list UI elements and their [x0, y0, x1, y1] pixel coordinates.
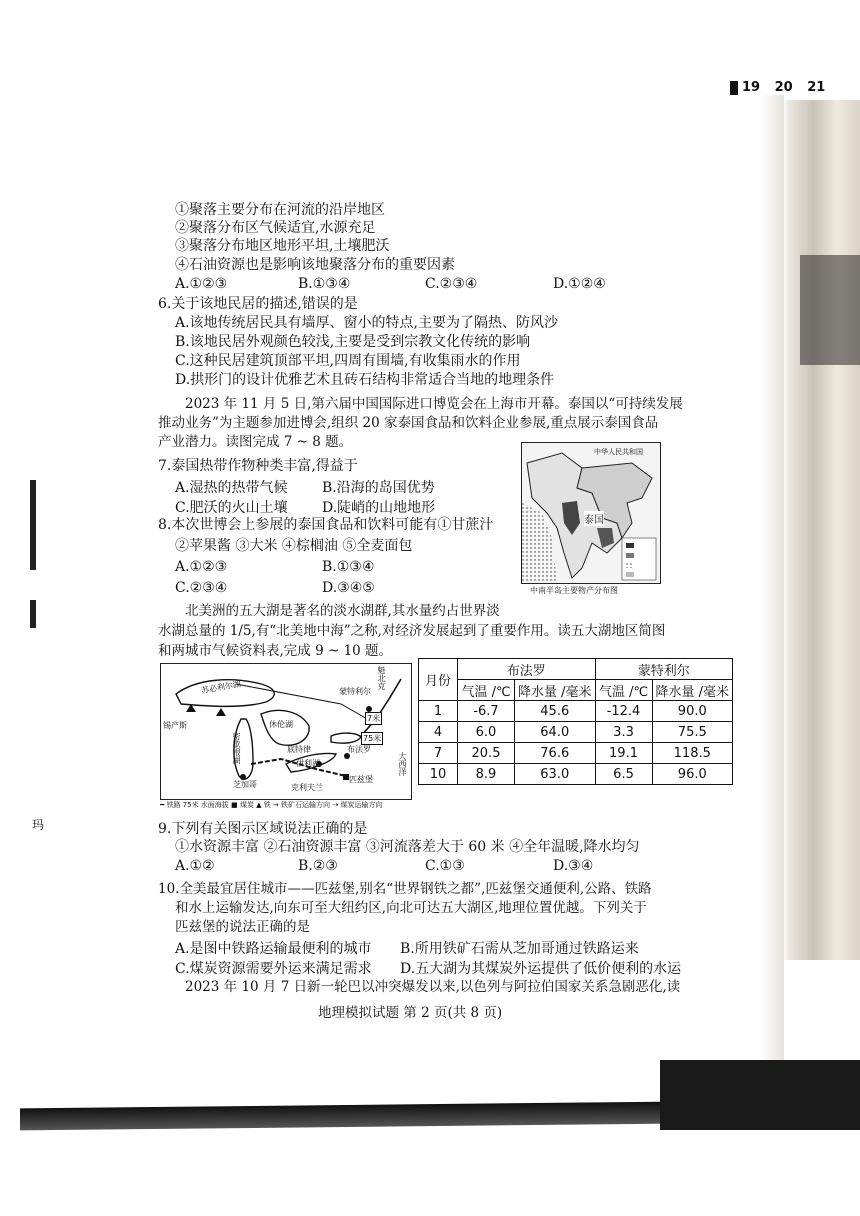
- page-number-strip: [730, 80, 825, 95]
- dark-tab-mark: [730, 81, 738, 95]
- page-num-19: 19: [742, 80, 761, 95]
- q10-stem-line-3: 匹兹堡的说法正确的是: [175, 919, 310, 935]
- q8-option-a[interactable]: A.①②③: [175, 559, 228, 575]
- map2-label-chicago: 芝加哥: [233, 780, 257, 789]
- cell-value: 8.9: [458, 764, 515, 785]
- map2-label-atlantic: 大西洋: [398, 752, 407, 776]
- map1-caption: 中南半岛主要物产分布图: [530, 586, 618, 595]
- q5-option-c[interactable]: C.②③④: [425, 276, 478, 292]
- map2-label-cleveland: 克利夫兰: [291, 783, 323, 792]
- q8-option-b[interactable]: B.①③④: [322, 559, 375, 575]
- cell-value: 19.1: [595, 743, 652, 764]
- cell-month: 1: [419, 701, 458, 722]
- iron-mine-2: [216, 708, 226, 716]
- q10-option-b[interactable]: B.所用铁矿石需从芝加哥通过铁路运来: [400, 941, 639, 957]
- q7-option-b[interactable]: B.沿海的岛国优势: [322, 480, 435, 496]
- map2-label-montreal: 蒙特利尔: [339, 687, 371, 696]
- subheader-precip-1: 降水量 /毫米: [515, 680, 596, 701]
- map1-china-label: 中华人民共和国: [594, 448, 643, 456]
- q9-option-c[interactable]: C.①③: [425, 858, 465, 874]
- intro-next: 2023 年 10 月 7 日新一轮巴以冲突爆发以来,以色列与阿拉伯国家关系急剧恶化,读: [185, 979, 681, 995]
- q10-stem-line-2: 和水上运输发达,向东可至大纽约区,向北可达五大湖区,地理位置优越。下列关于: [175, 900, 647, 916]
- cell-value: 20.5: [458, 743, 515, 764]
- map2-label-erie: 伊利湖: [296, 759, 320, 768]
- cell-value: -6.7: [458, 701, 515, 722]
- map2-label-huron: 休伦湖: [269, 720, 293, 729]
- intro-9-10-line-3: 和两城市气候资料表,完成 9 ~ 10 题。: [158, 643, 393, 659]
- left-edge-marks: [30, 480, 36, 570]
- q9-option-b[interactable]: B.②③: [298, 858, 338, 874]
- q5-option-a[interactable]: A.①②③: [175, 276, 228, 292]
- map2-label-buffalo: 布法罗: [347, 745, 371, 754]
- intro-9-10-line-1: 北美洲的五大湖是著名的淡水湖群,其水量约占世界淡: [185, 603, 500, 619]
- margin-mark: 玛: [32, 818, 45, 832]
- cell-month: 10: [419, 764, 458, 785]
- cell-value: 75.5: [652, 722, 733, 743]
- indochina-map: [521, 442, 661, 584]
- q9-items: ①水资源丰富 ②石油资源丰富 ③河流落差大于 60 米 ④全年温暖,降水均匀: [175, 839, 640, 855]
- folded-page-edge: [782, 100, 860, 960]
- intro-7-8-line-3: 产业潜力。读图完成 7 ~ 8 题。: [158, 434, 353, 450]
- intro-7-8-line-1: 2023 年 11 月 5 日,第六届中国国际进口博览会在上海市开幕。泰国以“可持续发展: [185, 396, 683, 412]
- great-lakes-map: [160, 663, 412, 800]
- bottom-right-shadow: [660, 1060, 860, 1130]
- map2-label-superior: 苏必利尔湖: [200, 679, 242, 696]
- q5-item-1: ①聚落主要分布在河流的沿岸地区: [175, 202, 385, 218]
- map2-label-michigan: 密歇根湖: [232, 732, 241, 764]
- map2-label-city1: 锡产斯: [163, 721, 187, 730]
- cell-value: 3.3: [595, 722, 652, 743]
- q6-option-b[interactable]: B.该地民居外观颜色较浅,主要是受到宗教文化传统的影响: [175, 334, 531, 350]
- table-row: [419, 722, 733, 743]
- q9-option-d[interactable]: D.③④: [553, 858, 594, 874]
- q6-stem: 6.关于该地民居的描述,错误的是: [158, 296, 358, 312]
- page-footer: 地理模拟试题 第 2 页(共 8 页): [318, 1005, 503, 1021]
- q10-option-d[interactable]: D.五大湖为其煤炭外运提供了低价便利的水运: [400, 961, 682, 977]
- q7-option-a[interactable]: A.湿热的热带气候: [175, 480, 288, 496]
- month-header: 月份: [419, 659, 458, 701]
- cell-value: 96.0: [652, 764, 733, 785]
- intro-7-8-line-2: 推动业务”为主题参加进博会,组织 20 家泰国食品和饮料企业参展,重点展示泰国食品: [158, 415, 659, 431]
- q8-items: ②苹果酱 ③大米 ④棕榈油 ⑤全麦面包: [175, 538, 413, 554]
- table-row: [419, 743, 733, 764]
- subheader-temp-2: 气温 /℃: [595, 680, 652, 701]
- q8-option-d[interactable]: D.③④⑤: [322, 580, 375, 596]
- q5-item-4: ④石油资源也是影响该地聚落分布的重要因素: [175, 257, 455, 273]
- map1-thailand-label: 泰国: [584, 511, 604, 526]
- cell-value: 6.5: [595, 764, 652, 785]
- subheader-temp-1: 气温 /℃: [458, 680, 515, 701]
- table-row: [419, 764, 733, 785]
- map2-label-detroit: 底特律: [287, 745, 311, 754]
- cell-value: 90.0: [652, 701, 733, 722]
- intro-9-10-line-2: 水湖总量的 1/5,有“北美地中海”之称,对经济发展起到了重要作用。读五大湖地区简图: [158, 623, 666, 639]
- q9-stem: 9.下列有关图示区域说法正确的是: [158, 821, 368, 837]
- map2-label-pittsburgh: 匹兹堡: [349, 775, 373, 784]
- cell-month: 4: [419, 722, 458, 743]
- cell-value: 6.0: [458, 722, 515, 743]
- subheader-precip-2: 降水量 /毫米: [652, 680, 733, 701]
- left-edge-dash: [30, 600, 36, 628]
- city-montreal-header: 蒙特利尔: [595, 659, 733, 680]
- page-num-20: 20: [774, 80, 793, 95]
- q10-stem-line-1: 10.全美最宜居住城市——匹兹堡,别名“世界钢铁之都”,匹兹堡交通便利,公路、铁路: [158, 881, 652, 897]
- map2-label-quebec: 魁北克: [377, 666, 386, 690]
- q8-option-c[interactable]: C.②③④: [175, 580, 228, 596]
- q10-option-c[interactable]: C.煤炭资源需要外运来满足需求: [175, 961, 372, 977]
- q6-option-a[interactable]: A.该地传统居民具有墙厚、窗小的特点,主要为了隔热、防风沙: [175, 315, 559, 331]
- cell-value: -12.4: [595, 701, 652, 722]
- bottom-shadow-stripe: [20, 1102, 670, 1131]
- page-num-21: 21: [807, 80, 826, 95]
- q10-option-a[interactable]: A.是图中铁路运输最便利的城市: [175, 941, 372, 957]
- edge-dark-mark: [800, 255, 860, 365]
- table-row: [419, 701, 733, 722]
- cell-month: 7: [419, 743, 458, 764]
- q6-option-c[interactable]: C.这种民居建筑顶部平坦,四周有围墙,有收集雨水的作用: [175, 353, 521, 369]
- map2-label-elev-7m: 7米: [367, 714, 381, 723]
- cell-value: 118.5: [652, 743, 733, 764]
- page-edge-band: [760, 95, 784, 1095]
- cell-value: 76.6: [515, 743, 596, 764]
- q7-option-c[interactable]: C.肥沃的火山土壤: [175, 500, 288, 516]
- cell-value: 45.6: [515, 701, 596, 722]
- q5-item-2: ②聚落分布区气候适宜,水源充足: [175, 220, 376, 236]
- q5-item-3: ③聚落分布地区地形平坦,土壤肥沃: [175, 238, 390, 254]
- q9-option-a[interactable]: A.①②: [175, 858, 215, 874]
- q7-option-d[interactable]: D.陡峭的山地地形: [322, 500, 436, 516]
- q8-stem: 8.本次世博会上参展的泰国食品和饮料可能有①甘蔗汁: [158, 517, 494, 533]
- q5-option-b[interactable]: B.①③④: [298, 276, 351, 292]
- map2-label-elev-75m: 75米: [363, 734, 382, 743]
- q7-stem: 7.泰国热带作物种类丰富,得益于: [158, 458, 358, 474]
- cell-value: 64.0: [515, 722, 596, 743]
- q6-option-d[interactable]: D.拱形门的设计优雅艺术且砖石结构非常适合当地的地理条件: [175, 372, 555, 388]
- q5-option-d[interactable]: D.①②④: [553, 276, 606, 292]
- climate-table: [418, 658, 733, 785]
- city-buffalo-header: 布法罗: [458, 659, 596, 680]
- map2-legend: ━ 铁路 75米 水面海拔 ■ 煤炭 ▲ 铁 → 铁矿石运输方向 ⇢ 煤炭运输方向: [160, 801, 383, 809]
- lake-ontario: [331, 733, 361, 743]
- cell-value: 63.0: [515, 764, 596, 785]
